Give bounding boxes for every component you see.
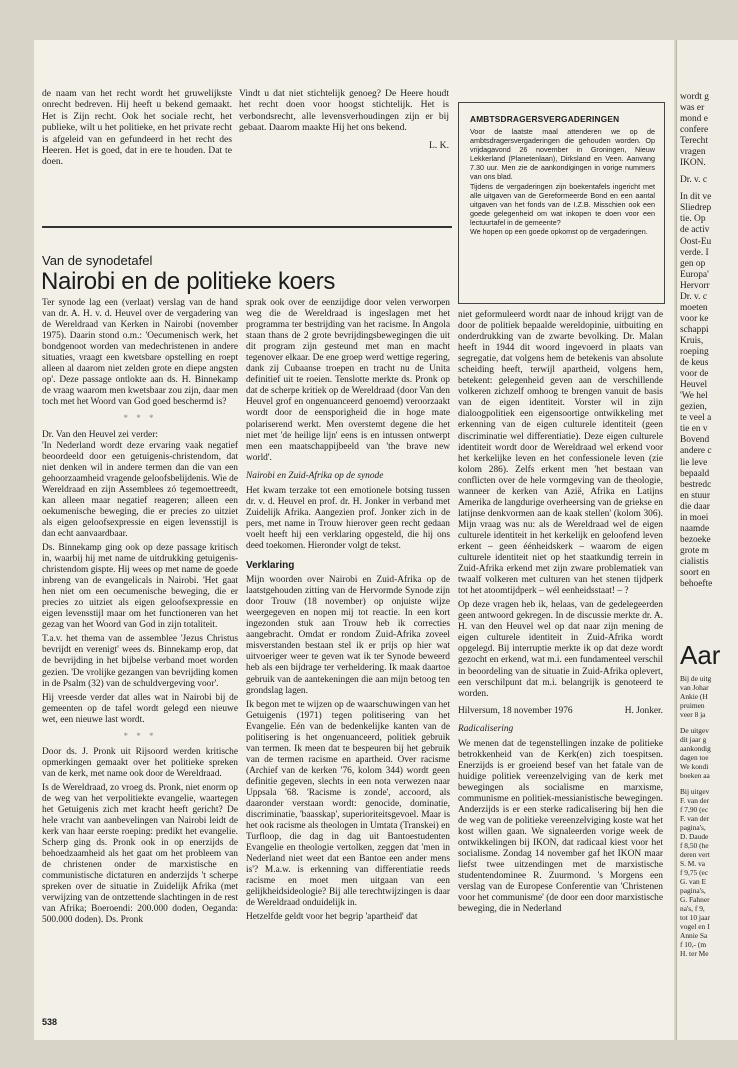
next-page-line: vogel en I <box>680 922 710 931</box>
next-page-line: F. van der <box>680 814 710 823</box>
next-page-line: soort en <box>680 568 710 578</box>
article-paragraph: Door ds. J. Pronk uit Rijsoord werden kritische opmerkingen gemaakt over het politieke spreken van de kerk, met name ook door de Wereldraad. <box>42 746 238 779</box>
next-page-line: van Johar <box>680 683 709 692</box>
next-page-line: D. Daude <box>680 832 709 841</box>
next-page-line: Bovend <box>680 435 710 446</box>
next-page-line: naamde <box>680 523 710 534</box>
article-paragraph: Hij vreesde verder dat alles wat in Nairobi bij de gemeenten op de tafel wordt gelegd een nieuwe wet, een nieuwe last wordt. <box>42 692 238 725</box>
next-page-line: tie en v <box>680 424 708 435</box>
next-page-line: te veel a <box>680 413 712 424</box>
article-paragraph: T.a.v. het thema van de assemblee 'Jezus Christus bevrijdt en verenigt' wees ds. Binnekamp erop, dat de bevrijding in het bijbelse verband moet worden gezien. 'De vrolijke gezangen van bevrijding komen in de Psalm (32) van de schuldvergeving voor'. <box>42 634 238 689</box>
next-page-line: f 9,75 (ec <box>680 868 709 877</box>
next-page-line: Hervorr <box>680 280 710 291</box>
next-page-line: H. ter Me <box>680 949 709 958</box>
page-number: 538 <box>42 1017 58 1027</box>
next-page-line: die daar <box>680 501 710 512</box>
article-paragraph: Ds. Binnekamp ging ook op deze passage kritisch in, waarbij hij met name de uitdrukking getuigenis-christendom gispte. Hij wees op met name de goede inbreng van de evangelicals in Nairobi. 'Het gaat hen niet om een oecumenische beweging, die er precies zo uitziet als eigen geloofsexpressie en eigen levensstijl maar om het functioneren van het gezag van het Woord van God in zijn totaliteit. <box>42 542 238 631</box>
announcement-title: AMBTSDRAGERSVERGADERINGEN <box>470 114 620 124</box>
next-page-heading: Aar <box>680 640 721 670</box>
next-page-line: Bij de uitg <box>680 674 712 683</box>
next-page-line: schappi <box>680 324 709 335</box>
next-page-line: confere <box>680 125 709 136</box>
next-page-line: bepaald <box>680 468 710 479</box>
article-paragraph: Ik begon met te wijzen op de waarschuwingen van het Getuigenis (1971) tegen politisering van het Evangelie. Eén van de bedenkelijke kanten van de politisering is het ongenuanceerd, politiek gebruik van termen. Ik meen dat te bespeuren bij het gebruik van de termen racisme en apartheid. Over racisme (Archief van de kerken '76, kolom 344) wordt geen definitie gegeven, slechts in een nota verwezen naar Uppsala '68. 'Racisme is zonde', accoord, als daaronder verstaan wordt: genocide, dominatie, discriminatie, 'baasskap', superioriteitsgevoel. Maar is het ook racisme als theologen in Umtata (Transkei) en Turfloop, die dag in dag uit Bantoestudenten Evangelie en theologie vertolken, zeggen dat 'men in Nederland niet weet dat een Bantoe een ander mens is'? M.a.w. is erkenning van differentiatie reeds racisme en moet men uitgaan van een gelijkheidsideologie? Bij alle terechtwijzingen is daar de Wereldraad onduidelijk in. <box>246 699 450 909</box>
next-page-line: gen op <box>680 258 706 269</box>
next-page-line: 'We hel <box>680 391 708 402</box>
magazine-page <box>34 40 674 1040</box>
intro-column-1 <box>42 88 232 204</box>
article-author: H. Jonker. <box>624 705 663 716</box>
next-page-line: f 7,90 (ec <box>680 805 709 814</box>
next-page-line: f 8,50 (he <box>680 841 709 850</box>
next-page-line: We kondi <box>680 762 709 771</box>
next-page-line: Terecht <box>680 136 708 147</box>
next-page-line: boeken aa <box>680 771 710 780</box>
article-paragraph: We menen dat de tegenstellingen inzake de politieke betrokkenheid van de Kerk(en) zich toespitsen. Enerzijds is er groeiend besef van het fatale van de huidige politiek vereenzelviging van de kerk met bewegingen als socialisme en marxisme, communisme en politiek-messianistische bewegingen. Anderzijds is er een sterke radicalisering bij hen die de weg van de politieke vereenzelviging koste wat het kost willen gaan. We signaleerden vorige week de ontwikkelingen bij IKON, dat radicaal kiest voor het socialisme. Zondag 14 november gaf het IKON maar liefst twee uitzendingen met de marxistische studentendominee R. Zuurmond. 's Morgens een verslag van de Europese Conferentie van 'Christenen voor het communisme' (de door een door marxistische beweging, die in Nederland <box>458 738 663 915</box>
next-page-line: voor de <box>680 369 709 380</box>
next-page-line: bestredc <box>680 479 712 490</box>
next-page-line: en stuur <box>680 490 710 501</box>
next-page-line: Dr. v. c <box>680 175 707 186</box>
next-page-line: Bij uitgev <box>680 787 710 796</box>
next-page-line: S. M. va <box>680 859 706 868</box>
next-page-line: verde. I <box>680 247 709 258</box>
article-paragraph: Het kwam terzake tot een emotionele botsing tussen dr. v. d. Heuvel en prof. dr. H. Jonker in verband met Zuidelijk Afrika. Aangezien prof. Jonker zich in de pers, met name in Trouw hierover geen recht gedaan voelt heeft hij een verklaring opgesteld, die hij ons deed toekomen. Hieronder volgt de tekst. <box>246 485 450 551</box>
next-page-line: F. van der <box>680 796 710 805</box>
next-page-line: behoefte <box>680 579 713 590</box>
announcement-paragraph: Voor de laatste maal attenderen we op de ambtsdragersvergaderingen die gehouden worden. Op vrijdagavond 26 november in Groningen, Nieuw Lekkerland (Planetenlaan), Dirksland en Veen. Aanvang 7.30 uur. Men zie de aankondigingen in vorige nummers van ons blad. <box>470 127 655 182</box>
article-paragraph: Op deze vragen heb ik, helaas, van de gedelegeerden geen antwoord gekregen. In de discussie merkte dr. A. H. van den Heuvel wel op dat naar zijn mening de eigen culturele identiteit in Zuid-Afrika wordt opgelegd. Bij interruptie merkte ik op dat deze wordt gezocht en erkend, wat m.i. een fundamenteel verschil in beoordeling van de situatie in Zuid-Afrika oplevert, een verschilpunt dat m.i. belangrijk is genoteerd te worden. <box>458 600 663 699</box>
next-page-line: dit jaar g <box>680 735 707 744</box>
next-page-line: moeten <box>680 302 708 313</box>
next-page-line: Ankie (H <box>680 692 708 701</box>
next-page-line: dagen toe <box>680 753 709 762</box>
next-page-line: bezoeke <box>680 534 711 545</box>
next-page-line: pagina's, <box>680 823 706 832</box>
section-stars: * * * <box>123 413 157 424</box>
next-page-line: na's, f 9, <box>680 904 705 913</box>
next-page-line: was er <box>680 103 705 114</box>
article-column-1 <box>42 298 238 998</box>
section-divider <box>42 226 452 228</box>
article-headline: Nairobi en de politieke koers <box>41 268 336 295</box>
next-page-line: IKON. <box>680 158 706 169</box>
article-paragraph: Mijn woorden over Nairobi en Zuid-Afrika op de laatstgehouden zitting van de Hervormde Synode zijn door Trouw (18 november) op onjuiste wijze weergegeven en nopen mij tot reactie. In een kort ingezonden stuk aan Trouw heb ik correcties aangebracht. Omdat er rondom Zuid-Afrika zoveel misverstanden bestaan stel ik er prijs op hier wat uitvoeriger weer te geven wat ik ter Synode beweerd heb als een bijdrage ter verheldering. Ik maak daartoe gebruik van de aantekeningen die aan mijn betoog ten grondslag lagen. <box>246 575 450 696</box>
next-page-line: De uitgev <box>680 726 709 735</box>
next-page-line: grote m <box>680 545 709 556</box>
next-page-line: roeping <box>680 347 709 357</box>
article-paragraph: Dr. Van den Heuvel zei verder: <box>42 429 158 440</box>
article-paragraph: Ter synode lag een (verlaat) verslag van de hand van dr. A. H. v. d. Heuvel over de vergadering van de Wereldraad van Kerken in Nairobi (november 1975). Daarin stond o.m.: 'Oecumenisch werk, het bondgenoot worden van medechristenen in andere situaties, vraagt een kwetsbare opstelling en roept alleen al daarom niet zelden grote en diepe angsten op'. Deze passage ontlokte aan ds. H. Binnekamp de vraag waarom men kwetsbaar zou zijn, daar men toch met het Woord van God goed beschermd is? <box>42 298 238 408</box>
article-subheading: Radicalisering <box>458 723 514 734</box>
announcement-paragraph: We hopen op een goede opkomst op de vergaderingen. <box>470 227 648 237</box>
next-page-line: Oost-Eu <box>680 236 712 247</box>
announcement-box <box>458 102 665 304</box>
section-stars: * * * <box>123 730 157 741</box>
next-page-line: tie. Op <box>680 214 706 225</box>
article-column-3 <box>458 310 663 998</box>
next-page-line: mond e <box>680 114 708 125</box>
next-page-line: veer 8 ja <box>680 710 706 719</box>
next-page-line: voor ke <box>680 313 709 324</box>
intro-text-2: Vindt u dat niet stichtelijk genoeg? De Heere houdt het recht doen voor hoogst stichtelijk. Het is verbondsrecht, alle levensverhoudingen zijn er bij gebaat. Daarom maakte Hij het ons bekend. <box>239 88 449 134</box>
article-dateline <box>458 706 663 717</box>
next-page-edge <box>676 40 738 1040</box>
next-page-line: cialistis <box>680 556 709 567</box>
next-page-line: Europa' <box>680 269 709 280</box>
next-page-line: pagina's, <box>680 886 706 895</box>
next-page-line: Heuvel <box>680 380 708 391</box>
next-page-line: in moei <box>680 512 709 523</box>
next-page-line: f 10,- (m <box>680 940 707 949</box>
article-paragraph: 'In Nederland wordt deze ervaring vaak negatief beoordeeld door een getuigenis-christendom, dat niet denken wil in andere termen dan die van een gehoorzaamheid vragende geloofsbelijdenis. Wie de Wereldraad en zijn Assemblees zó tegemoettreedt, kan alleen maar negatief reageren; alleen een oekumenische beweging, die er precies zo uitziet als eigen geloofsexpressie en eigen levensstijl is dan echt aanvaardbaar. <box>42 440 238 539</box>
next-page-line: G. Fahner <box>680 895 710 904</box>
next-page-line: vragen <box>680 147 706 158</box>
article-column-2 <box>246 298 450 998</box>
next-page-line: de activ <box>680 225 710 236</box>
dateline-place: Hilversum, 18 november 1976 <box>458 705 573 716</box>
next-page-line: Annie Sa <box>680 931 708 940</box>
intro-column-2 <box>239 88 449 218</box>
article-paragraph: niet geformuleerd wordt naar de inhoud krijgt van de door de politiek bepaalde wereldopinie, uitbuiting en onderdrukking van de zwarte bevolking. Dr. Malan heeft in 1944 dit woord ingevoerd in plaats van segregatie, dat volgens hem de betekenis van absolute scheiding heeft, terwijl apartheid, volgens hem, betekent: gelegenheid geven aan de verschillende volkeren zichzelf omhoog te brengen vanuit de basis van de eigen identiteit. Vorster wil in zijn dialoogpolitiek een eigensoortige ontwikkeling met erkenning van de eigen culturele identiteit (geen discriminatie wel differentiatie). Deze eigen culturele identiteit wordt door de Wereldraad wel erkend voor het kerkelijke leven en het confessionele leven (zie kolom 286). Zelfs erkent men 'het bestaan van conflicten over de hele vormgeving van de theologie, wanneer de kerken van Azië, Afrika en Latijns Amerika de langdurige overheersing van de griekse en latijnse denkvormen aan de kaak stellen' (kolom 306). Mijn vraag was nu: als de Wereldraad wel de eigen culturele identiteit in het kerkelijk en geloofend leven erkent – geen éénheidskerk – waarom de eigen culturele identiteit niet op het staatkundig terrein in Zuid-Afrika erkend met zijn zware problematiek van twaalf volkeren met culturen van het stenen tijdperk tot het atoomtijdperk – wél eenheidsstaat! – ? <box>458 310 663 597</box>
next-page-line: gezien, <box>680 402 707 413</box>
next-page-line: Kruis, <box>680 335 704 346</box>
next-page-line: aankondig <box>680 744 711 753</box>
article-kicker: Van de synodetafel <box>42 253 153 268</box>
article-subheading: Nairobi en Zuid-Afrika op de synode <box>246 470 384 481</box>
next-page-line: tot 10 jaar <box>680 913 710 922</box>
announcement-body <box>470 127 655 236</box>
next-page-line: deren vert <box>680 850 710 859</box>
intro-signature: L. K. <box>429 139 449 151</box>
article-paragraph: Hetzelfde geldt voor het begrip 'apartheid' dat <box>246 912 418 923</box>
intro-text-1: de naam van het recht wordt het gruwelijkste onrecht bedreven. Hij heeft u bekend gemaakt. Het is Zijn recht. Ook het sociale recht, het publieke, wilt u het politieke, en het private recht is afgeleid van en gefundeerd in het recht des Heeren. Het is goed, dat in ere te houden. Dat te doen. <box>42 88 232 168</box>
next-page-line: wordt g <box>680 92 709 102</box>
next-page-line: Dr. v. c <box>680 291 707 302</box>
article-paragraph: sprak ook over de eenzijdige door velen verworpen weg die de Wereldraad is ingeslagen met het programma ter bestrijding van het racisme. In Angola staan thans de 2 grote bevrijdingsbewegingen die uit dit program zijn gesteund met man en macht tegenover elkaar. De ene groep werd wettige regering, dank zij Cubaanse troepen en tracht nu de Unita definitief uit te roeien. Tenslotte merkte ds. Pronk op dat de scherpe kritiek op de Wereldraad (door Van den Heuvel grof en ongenuanceerd genoemd) veroorzaakt wordt door de eensporigheid die in hoge mate polariserend werkt. Men overstemt degene die het niet met 'de heilige lijn' eens is en intussen ontwerpt men een maatschappijbeeld van 'the brave new world'. <box>246 298 450 463</box>
next-page-line: In dit ve <box>680 192 712 203</box>
article-subheading: Verklaring <box>246 560 295 572</box>
next-page-line: andere c <box>680 446 712 457</box>
next-page-line: pruimen <box>680 701 705 710</box>
announcement-paragraph: Tijdens de vergaderingen zijn boekentafels ingericht met alle uitgaven van de Gereformeerde Bond en een aantal uitgaven van het fonds van de I.Z.B. Misschien ook een goede gelegenheid om wat inkopen te doen voor een lectuurtafel in de gemeente? <box>470 181 655 227</box>
article-paragraph: Is de Wereldraad, zo vroeg ds. Pronk, niet enorm op de weg van het verpolitiekte evangelie, waartegen het Getuigenis zich met kracht heeft gericht? De hele vracht van aanbevelingen van Nairobi leidt de kerk van haar eerste roeping: predikt het evangelie. Scherp ging ds. Pronk ook in op enerzijds de behoedzaamheid als het gaat om het probleem van de christenen onder de marxistische en communistische dictaturen en anderzijds 't scherpe spreken over de situatie in Zuidelijk Afrika (met verwijzing van de ontzettende slachtingen in de rest van Afrika; Boeroendi: 200.000 doden, Oeganda: 500.000 doden). Ds. Pronk <box>42 782 238 926</box>
next-page-line: lie leve <box>680 457 708 468</box>
next-page-line: Sliedrep <box>680 203 712 214</box>
next-page-line: G. van E <box>680 877 707 886</box>
next-page-line: de keus <box>680 358 709 369</box>
